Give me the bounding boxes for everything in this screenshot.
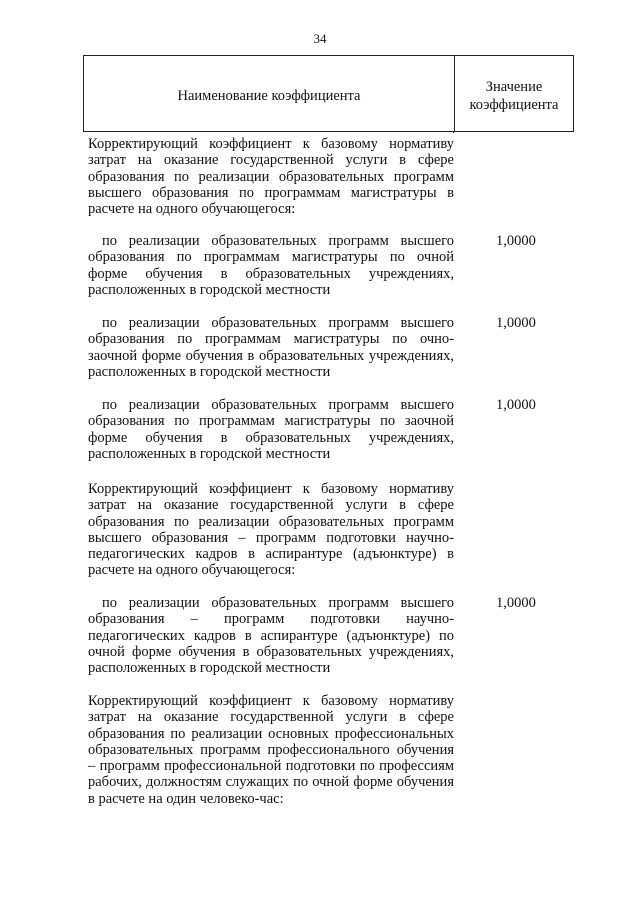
- coefficient-heading: Корректирующий коэффициент к базовому нормативу затрат на оказание государственной услуги в сфере образования по реализации образовательных программ высшего образования по программам магистратуры в расчете на одного обучающегося:: [88, 136, 454, 218]
- coefficient-value: 1,0000: [496, 233, 536, 249]
- table-row: [88, 481, 574, 579]
- coefficient-name: по реализации образовательных программ высшего образования – программ подготовки научно-педагогических кадров в аспирантуре (адъюнктуре) по очной форме обучения в образовательных учреждениях, расположенных в городской местности: [88, 595, 454, 677]
- coefficient-value: 1,0000: [496, 315, 536, 331]
- coefficient-value: 1,0000: [496, 595, 536, 611]
- table-row: [88, 233, 574, 298]
- table-row: [88, 315, 574, 380]
- coefficient-name: по реализации образовательных программ высшего образования по программам магистратуры по заочной форме обучения в образовательных учреждениях, расположенных в городской местности: [88, 397, 454, 462]
- coefficient-value: 1,0000: [496, 397, 536, 413]
- table-header: [83, 55, 574, 132]
- coefficient-heading: Корректирующий коэффициент к базовому нормативу затрат на оказание государственной услуги в сфере образования по реализации основных профессиональных образовательных программ профессионального обучения – программ профессиональной подготовки по профессиям рабочих, должностям служащих по очной форме обучения в расчете на один человеко-час:: [88, 693, 454, 807]
- table-row: [88, 693, 574, 807]
- coefficient-heading: Корректирующий коэффициент к базовому нормативу затрат на оказание государственной услуги в сфере образования по реализации образовательных программ высшего образования – программ подготовки научно-педагогических кадров в аспирантуре (адъюнктуре) в расчете на одного обучающегося:: [88, 481, 454, 579]
- coefficient-name: по реализации образовательных программ высшего образования по программам магистратуры по очно-заочной форме обучения в образовательных учреждениях, расположенных в городской местности: [88, 315, 454, 380]
- coefficient-name: по реализации образовательных программ высшего образования по программам магистратуры по очной форме обучения в образовательных учреждениях, расположенных в городской местности: [88, 233, 454, 298]
- table-row: [88, 136, 574, 217]
- table-row: [88, 595, 574, 676]
- page-number: 34: [313, 31, 327, 46]
- column-header-value-line1: Значение: [485, 78, 543, 95]
- column-header-name: Наименование коэффициента: [84, 56, 455, 131]
- column-divider: [453, 131, 454, 133]
- column-header-value-line2: коэффициента: [469, 96, 559, 113]
- column-header-value: [455, 56, 573, 131]
- table-row: [88, 397, 574, 462]
